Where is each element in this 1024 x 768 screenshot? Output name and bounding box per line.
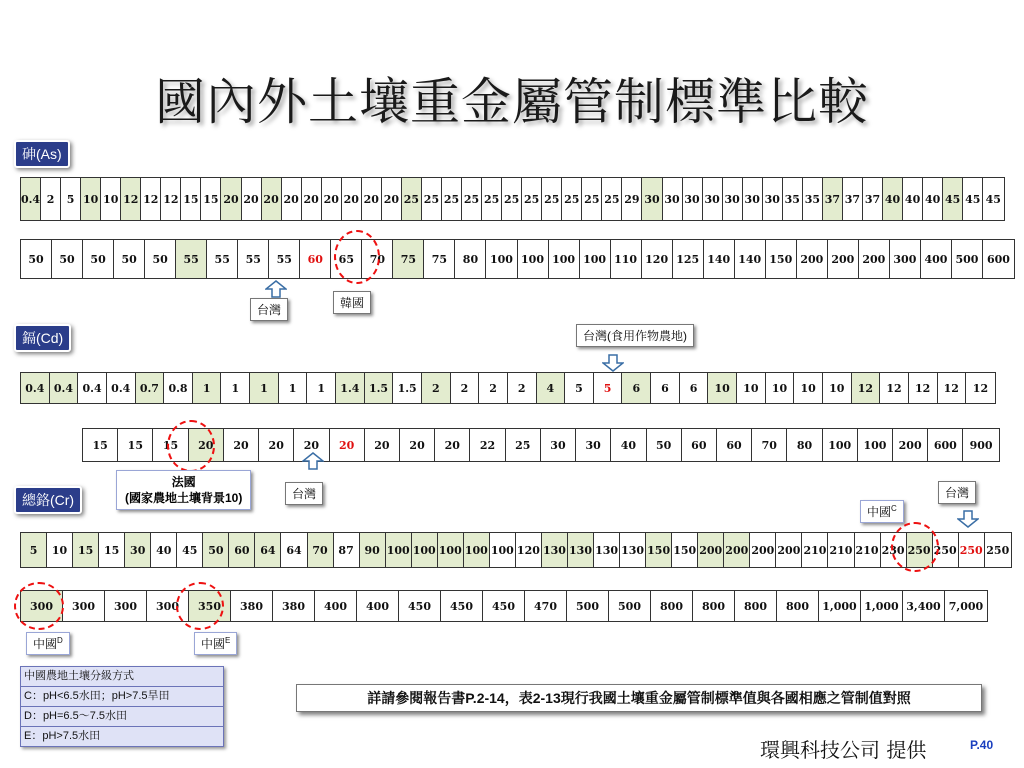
taiwan-cr-arrow-icon [957, 510, 979, 528]
cadmium-value-cell: 1 [307, 373, 336, 403]
arsenic-value-cell: 12 [161, 178, 181, 220]
callout-france [116, 470, 251, 510]
cadmium-value-cell: 100 [823, 429, 858, 461]
arsenic-value-cell: 140 [735, 240, 766, 278]
chromium-standards-row-2 [20, 590, 988, 622]
chromium-value-cell: 130 [620, 533, 646, 567]
chromium-value-cell: 200 [776, 533, 802, 567]
cadmium-value-cell: 6 [651, 373, 680, 403]
chromium-value-cell: 64 [281, 533, 307, 567]
cadmium-value-cell: 2 [508, 373, 537, 403]
arsenic-value-cell: 15 [201, 178, 221, 220]
chromium-value-cell: 150 [672, 533, 698, 567]
arsenic-value-cell: 50 [83, 240, 114, 278]
cadmium-value-cell: 80 [787, 429, 822, 461]
arsenic-value-cell: 37 [823, 178, 843, 220]
arsenic-badge: 砷(As) [14, 140, 70, 168]
chromium-value-cell: 300 [105, 591, 147, 621]
reference-note: 詳請參閱報告書P.2-14，表2-13現行我國土壤重金屬管制標準值與各國相應之管制值對照 [296, 684, 982, 712]
cadmium-value-cell: 70 [752, 429, 787, 461]
arsenic-value-cell: 2 [41, 178, 61, 220]
cadmium-value-cell: 10 [766, 373, 795, 403]
cadmium-value-cell: 40 [611, 429, 646, 461]
cadmium-value-cell: 5 [565, 373, 594, 403]
cadmium-value-cell: 1 [193, 373, 222, 403]
chromium-value-cell: 800 [777, 591, 819, 621]
callout-china-e-label: 中國 [201, 637, 226, 651]
cadmium-value-cell: 1 [250, 373, 279, 403]
callout-france-line-2: (國家農地土壤背景10) [125, 491, 243, 505]
cadmium-value-cell: 2 [451, 373, 480, 403]
arsenic-value-cell: 70 [362, 240, 393, 278]
arsenic-value-cell: 25 [502, 178, 522, 220]
arsenic-value-cell: 20 [302, 178, 322, 220]
taiwan-food-arrow-icon [602, 354, 624, 372]
cadmium-value-cell: 10 [737, 373, 766, 403]
arsenic-value-cell: 12 [121, 178, 141, 220]
page-title: 國內外土壤重金屬管制標準比較 [155, 73, 869, 131]
arsenic-value-cell: 35 [803, 178, 823, 220]
cadmium-value-cell: 30 [541, 429, 576, 461]
arsenic-value-cell: 20 [342, 178, 362, 220]
arsenic-value-cell: 30 [763, 178, 783, 220]
arsenic-value-cell: 400 [921, 240, 952, 278]
cadmium-value-cell: 2 [479, 373, 508, 403]
arsenic-value-cell: 25 [562, 178, 582, 220]
chromium-value-cell: 90 [360, 533, 386, 567]
chromium-value-cell: 5 [21, 533, 47, 567]
arsenic-value-cell: 25 [482, 178, 502, 220]
cadmium-value-cell: 1 [279, 373, 308, 403]
arsenic-value-cell: 37 [843, 178, 863, 220]
arsenic-value-cell: 25 [422, 178, 442, 220]
arsenic-value-cell: 40 [883, 178, 903, 220]
cadmium-value-cell: 12 [972, 381, 989, 395]
arsenic-value-cell: 45 [943, 178, 963, 220]
cadmium-value-cell: 0.8 [164, 373, 193, 403]
chromium-value-cell: 120 [516, 533, 542, 567]
arsenic-value-cell: 80 [455, 240, 486, 278]
chromium-value-cell: 350 [189, 591, 231, 621]
arsenic-value-cell: 30 [683, 178, 703, 220]
arsenic-value-cell: 10 [101, 178, 121, 220]
china-e-highlight-circle [176, 582, 224, 630]
chromium-value-cell: 210 [855, 533, 881, 567]
arsenic-value-cell: 30 [723, 178, 743, 220]
cadmium-value-cell: 20 [189, 429, 224, 461]
chromium-value-cell: 60 [229, 533, 255, 567]
arsenic-value-cell: 125 [673, 240, 704, 278]
cadmium-value-cell: 200 [893, 429, 928, 461]
cadmium-value-cell: 6 [622, 373, 651, 403]
chromium-value-cell: 15 [99, 533, 125, 567]
callout-france-line-1: 法國 [171, 475, 196, 489]
arsenic-value-cell: 20 [242, 178, 262, 220]
chromium-value-cell: 1,000 [819, 591, 861, 621]
arsenic-value-cell: 300 [890, 240, 921, 278]
callout-taiwan-food-cropland: 台灣(食用作物農地) [576, 324, 694, 347]
arsenic-value-cell: 50 [145, 240, 176, 278]
cadmium-value-cell: 60 [682, 429, 717, 461]
chromium-value-cell: 500 [609, 591, 651, 621]
cadmium-value-cell: 0.4 [107, 373, 136, 403]
arsenic-value-cell: 20 [282, 178, 302, 220]
arsenic-value-cell: 50 [114, 240, 145, 278]
arsenic-value-cell: 0.4 [21, 178, 41, 220]
cadmium-value-cell: 20 [224, 429, 259, 461]
chromium-value-cell: 150 [646, 533, 672, 567]
chromium-value-cell: 210 [802, 533, 828, 567]
cadmium-value-cell: 6 [680, 373, 709, 403]
chromium-value-cell: 200 [750, 533, 776, 567]
cadmium-value-cell: 30 [576, 429, 611, 461]
chromium-value-cell: 40 [151, 533, 177, 567]
chromium-value-cell: 250 [986, 543, 1010, 557]
chromium-value-cell: 100 [490, 533, 516, 567]
chromium-value-cell: 3,400 [903, 591, 945, 621]
cadmium-value-cell: 12 [852, 373, 881, 403]
cadmium-value-cell: 50 [647, 429, 682, 461]
cadmium-value-cell: 0.4 [50, 373, 79, 403]
chromium-value-cell: 200 [724, 533, 750, 567]
arsenic-value-cell: 40 [903, 178, 923, 220]
arsenic-value-cell: 37 [863, 178, 883, 220]
arsenic-value-cell: 5 [61, 178, 81, 220]
arsenic-value-cell: 30 [703, 178, 723, 220]
legend-header: 中國農地土壤分級方式 [21, 667, 223, 687]
cadmium-value-cell: 4 [537, 373, 566, 403]
cadmium-value-cell: 15 [118, 429, 153, 461]
callout-china-e [194, 632, 237, 655]
callout-china-d-label: 中國 [33, 637, 58, 651]
legend-item-c: C：pH<6.5水田；pH>7.5旱田 [21, 687, 223, 707]
arsenic-value-cell: 120 [642, 240, 673, 278]
chromium-value-cell: 200 [698, 533, 724, 567]
arsenic-value-cell: 40 [923, 178, 943, 220]
cadmium-value-cell: 900 [969, 438, 993, 452]
arsenic-value-cell: 100 [518, 240, 549, 278]
arsenic-value-cell: 65 [331, 240, 362, 278]
chromium-value-cell: 380 [231, 591, 273, 621]
cadmium-value-cell: 15 [83, 429, 118, 461]
arsenic-value-cell: 60 [300, 240, 331, 278]
cadmium-badge: 鎘(Cd) [14, 324, 71, 352]
france-highlight-circle [167, 420, 215, 472]
chromium-value-cell: 300 [63, 591, 105, 621]
cadmium-value-cell: 20 [435, 429, 470, 461]
taiwan-arrow-icon [265, 280, 287, 298]
arsenic-value-cell: 20 [322, 178, 342, 220]
chromium-value-cell: 15 [73, 533, 99, 567]
chromium-value-cell: 450 [483, 591, 525, 621]
cadmium-value-cell: 15 [153, 429, 188, 461]
arsenic-value-cell: 500 [952, 240, 983, 278]
chromium-value-cell: 800 [735, 591, 777, 621]
chromium-value-cell: 400 [315, 591, 357, 621]
cadmium-value-cell: 20 [294, 429, 329, 461]
chromium-value-cell: 230 [881, 533, 907, 567]
callout-korea: 韓國 [333, 291, 371, 314]
cadmium-value-cell: 60 [717, 429, 752, 461]
arsenic-value-cell: 20 [382, 178, 402, 220]
arsenic-value-cell: 30 [743, 178, 763, 220]
arsenic-value-cell: 25 [542, 178, 562, 220]
chromium-value-cell: 800 [651, 591, 693, 621]
chromium-value-cell: 250 [959, 533, 985, 567]
chromium-value-cell: 64 [255, 533, 281, 567]
chromium-value-cell: 100 [386, 533, 412, 567]
chromium-value-cell: 380 [273, 591, 315, 621]
china-c-highlight-circle [891, 522, 939, 572]
arsenic-value-cell: 50 [21, 240, 52, 278]
arsenic-value-cell: 20 [262, 178, 282, 220]
cadmium-standards-row-1 [20, 372, 996, 404]
chromium-value-cell: 450 [441, 591, 483, 621]
cadmium-value-cell: 100 [858, 429, 893, 461]
chromium-value-cell: 130 [542, 533, 568, 567]
arsenic-value-cell: 45 [963, 178, 983, 220]
cadmium-value-cell: 10 [708, 373, 737, 403]
callout-china-c-sup: C [891, 504, 897, 513]
arsenic-value-cell: 100 [486, 240, 517, 278]
taiwan-cd-arrow-icon [302, 452, 324, 470]
cadmium-value-cell: 20 [330, 429, 365, 461]
arsenic-value-cell: 200 [797, 240, 828, 278]
arsenic-value-cell: 55 [176, 240, 207, 278]
cadmium-value-cell: 1.5 [393, 373, 422, 403]
cadmium-value-cell: 0.4 [21, 373, 50, 403]
page-number: P.40 [970, 738, 994, 752]
chromium-value-cell: 100 [438, 533, 464, 567]
chromium-value-cell: 210 [828, 533, 854, 567]
arsenic-value-cell: 45 [985, 192, 1001, 206]
callout-china-d [26, 632, 70, 655]
chromium-value-cell: 250 [907, 533, 933, 567]
arsenic-value-cell: 100 [580, 240, 611, 278]
cadmium-value-cell: 1.4 [336, 373, 365, 403]
cadmium-value-cell: 20 [400, 429, 435, 461]
cadmium-value-cell: 20 [259, 429, 294, 461]
arsenic-value-cell: 200 [828, 240, 859, 278]
chromium-value-cell: 70 [308, 533, 334, 567]
china-classification-legend [20, 666, 224, 747]
arsenic-value-cell: 140 [704, 240, 735, 278]
chromium-value-cell: 130 [594, 533, 620, 567]
chromium-value-cell: 130 [568, 533, 594, 567]
callout-china-d-sup: D [57, 636, 63, 645]
arsenic-value-cell: 55 [207, 240, 238, 278]
arsenic-value-cell: 25 [522, 178, 542, 220]
cadmium-value-cell: 25 [506, 429, 541, 461]
chromium-value-cell: 30 [125, 533, 151, 567]
cadmium-value-cell: 0.4 [78, 373, 107, 403]
chromium-value-cell: 100 [412, 533, 438, 567]
chromium-value-cell: 100 [464, 533, 490, 567]
chromium-value-cell: 1,000 [861, 591, 903, 621]
chromium-value-cell: 500 [567, 591, 609, 621]
arsenic-value-cell: 200 [859, 240, 890, 278]
cadmium-value-cell: 2 [422, 373, 451, 403]
callout-china-e-sup: E [225, 636, 231, 645]
chromium-standards-row-1 [20, 532, 1012, 568]
arsenic-value-cell: 20 [362, 178, 382, 220]
arsenic-value-cell: 25 [462, 178, 482, 220]
cadmium-value-cell: 1 [221, 373, 250, 403]
callout-china-c [860, 500, 904, 523]
arsenic-value-cell: 150 [766, 240, 797, 278]
chromium-value-cell: 50 [203, 533, 229, 567]
arsenic-value-cell: 75 [424, 240, 455, 278]
arsenic-value-cell: 25 [582, 178, 602, 220]
cadmium-value-cell: 10 [794, 373, 823, 403]
cadmium-standards-row-2 [82, 428, 1000, 462]
cadmium-value-cell: 600 [928, 429, 963, 461]
arsenic-standards-row-2 [20, 239, 1015, 279]
arsenic-value-cell: 25 [402, 178, 422, 220]
chromium-value-cell: 10 [47, 533, 73, 567]
arsenic-value-cell: 10 [81, 178, 101, 220]
arsenic-value-cell: 25 [442, 178, 462, 220]
cadmium-value-cell: 22 [470, 429, 505, 461]
chromium-value-cell: 250 [933, 533, 959, 567]
cadmium-value-cell: 12 [909, 373, 938, 403]
cadmium-value-cell: 10 [823, 373, 852, 403]
legend-item-d: D：pH=6.5～7.5水田 [21, 707, 223, 727]
arsenic-value-cell: 30 [642, 178, 662, 220]
arsenic-value-cell: 55 [269, 240, 300, 278]
arsenic-value-cell: 29 [622, 178, 642, 220]
legend-item-e: E：pH>7.5水田 [24, 730, 101, 742]
chromium-value-cell: 400 [357, 591, 399, 621]
chromium-value-cell: 470 [525, 591, 567, 621]
arsenic-value-cell: 600 [987, 252, 1010, 266]
cadmium-value-cell: 5 [594, 373, 623, 403]
arsenic-value-cell: 35 [783, 178, 803, 220]
arsenic-value-cell: 110 [611, 240, 642, 278]
china-d-highlight-circle [14, 582, 64, 630]
chromium-value-cell: 800 [693, 591, 735, 621]
chromium-badge: 總鉻(Cr) [14, 486, 82, 514]
callout-china-c-label: 中國 [867, 505, 892, 519]
cadmium-value-cell: 20 [365, 429, 400, 461]
arsenic-value-cell: 55 [238, 240, 269, 278]
arsenic-value-cell: 75 [393, 240, 424, 278]
cadmium-value-cell: 12 [938, 373, 967, 403]
callout-taiwan-chromium: 台灣 [938, 481, 976, 504]
cadmium-value-cell: 12 [880, 373, 909, 403]
chromium-value-cell: 300 [21, 591, 63, 621]
arsenic-value-cell: 15 [181, 178, 201, 220]
callout-taiwan-cadmium: 台灣 [285, 482, 323, 505]
chromium-value-cell: 45 [177, 533, 203, 567]
chromium-value-cell: 300 [147, 591, 189, 621]
arsenic-value-cell: 30 [663, 178, 683, 220]
arsenic-value-cell: 100 [549, 240, 580, 278]
footer-credit: 環興科技公司 提供 [760, 738, 927, 762]
arsenic-standards-row-1 [20, 177, 1005, 221]
chromium-value-cell: 450 [399, 591, 441, 621]
arsenic-value-cell: 25 [602, 178, 622, 220]
cadmium-value-cell: 0.7 [136, 373, 165, 403]
chromium-value-cell: 87 [334, 533, 360, 567]
chromium-value-cell: 7,000 [948, 599, 984, 613]
cadmium-value-cell: 1.5 [365, 373, 394, 403]
callout-taiwan-arsenic: 台灣 [250, 298, 288, 321]
arsenic-value-cell: 20 [221, 178, 241, 220]
arsenic-value-cell: 12 [141, 178, 161, 220]
korea-highlight-circle [334, 230, 380, 284]
arsenic-value-cell: 50 [52, 240, 83, 278]
